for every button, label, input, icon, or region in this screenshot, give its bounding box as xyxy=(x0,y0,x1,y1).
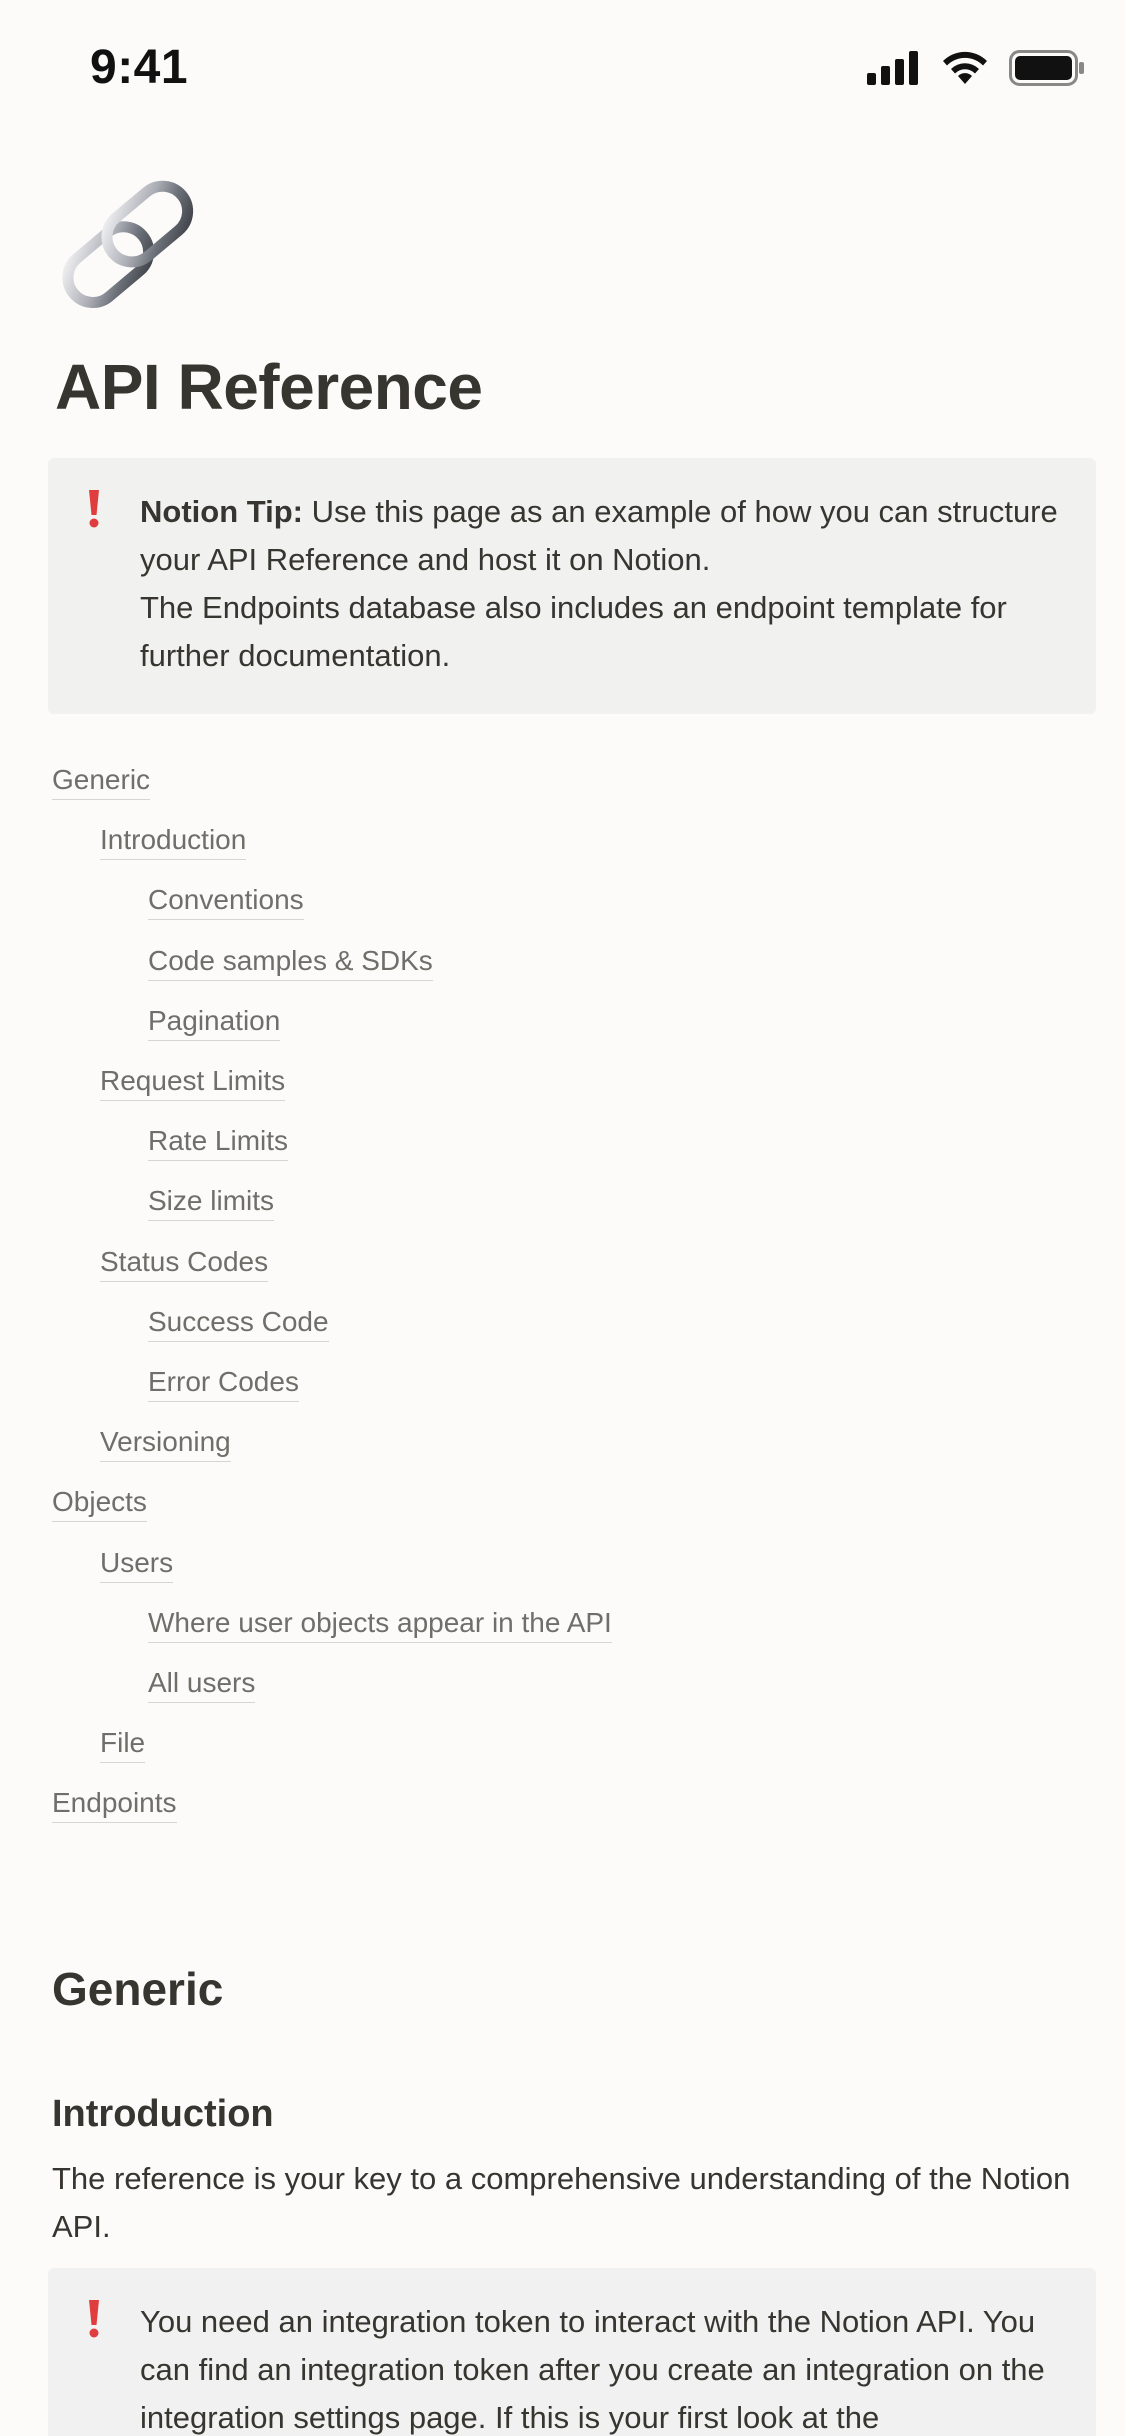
link-icon xyxy=(45,165,210,325)
wifi-icon xyxy=(941,50,989,86)
page-title: API Reference xyxy=(55,351,483,423)
token-callout-text: You need an integration token to interact with the Notion API. You can find an integration token after you create an integration on the integration settings page. If this is your first look at the xyxy=(140,2304,1045,2435)
toc-link[interactable]: Size limits xyxy=(148,1183,274,1221)
toc-link[interactable]: Error Codes xyxy=(148,1364,299,1402)
section-heading-introduction: Introduction xyxy=(52,2093,274,2135)
exclamation-icon xyxy=(82,2294,106,2342)
tip-callout-text-2: The Endpoints database also includes an endpoint template for further documentation. xyxy=(140,590,1007,673)
status-icons xyxy=(867,50,1085,86)
toc-link[interactable]: Objects xyxy=(52,1484,147,1522)
intro-paragraph: The reference is your key to a comprehensive understanding of the Notion API. xyxy=(52,2161,1071,2244)
section-heading-generic: Generic xyxy=(52,1963,224,2015)
toc-link[interactable]: Versioning xyxy=(100,1424,231,1462)
toc-link[interactable]: Where user objects appear in the API xyxy=(148,1605,612,1643)
toc-link[interactable]: Rate Limits xyxy=(148,1123,288,1161)
tip-callout xyxy=(48,458,1096,714)
toc-link[interactable]: Request Limits xyxy=(100,1063,285,1101)
tip-callout-text xyxy=(140,488,1066,584)
tip-callout-body: Use this page as an example of how you can structure your API Reference and host it on Notion. xyxy=(140,494,1058,577)
toc-link[interactable]: File xyxy=(100,1725,145,1763)
toc-link[interactable]: Code samples & SDKs xyxy=(148,943,433,981)
toc-link[interactable]: Conventions xyxy=(148,882,304,920)
status-bar xyxy=(0,0,1125,140)
toc-link[interactable]: Introduction xyxy=(100,822,246,860)
toc-link[interactable]: Endpoints xyxy=(52,1785,177,1823)
token-callout xyxy=(48,2268,1096,2436)
toc-link[interactable]: All users xyxy=(148,1665,255,1703)
tip-callout-bold: Notion Tip: xyxy=(140,494,303,529)
toc-link[interactable]: Success Code xyxy=(148,1304,329,1342)
toc-link[interactable]: Users xyxy=(100,1545,173,1583)
toc-link[interactable]: Generic xyxy=(52,762,150,800)
cellular-signal-icon xyxy=(867,51,921,85)
toc-link[interactable]: Pagination xyxy=(148,1003,280,1041)
exclamation-icon xyxy=(82,484,106,532)
toc-link[interactable]: Status Codes xyxy=(100,1244,268,1282)
status-time: 9:41 xyxy=(90,41,189,94)
battery-icon xyxy=(1009,50,1085,86)
